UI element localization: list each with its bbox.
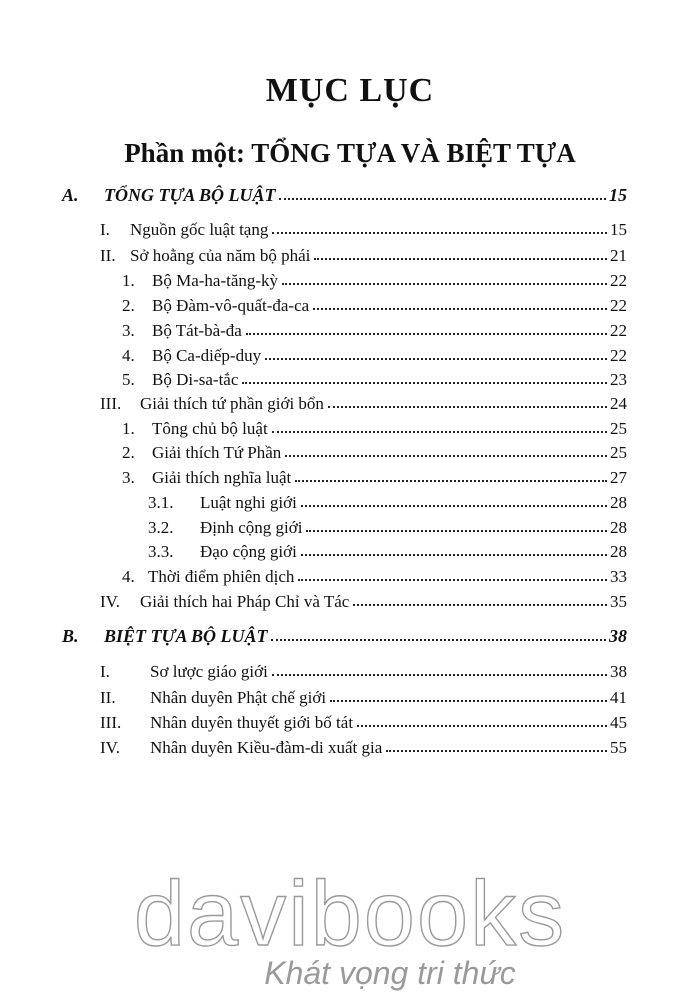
toc-number: 2. [122, 443, 135, 462]
toc-page-number: 35 [610, 592, 627, 611]
toc-subentry[interactable] [122, 462, 627, 486]
toc-label: Bộ Ca-diếp-duy [152, 346, 262, 365]
toc-page-number: 27 [610, 468, 627, 487]
toc-number: 4. [122, 567, 135, 586]
toc-section-b[interactable] [62, 621, 627, 645]
dot-leader [279, 198, 606, 200]
toc-entry[interactable] [100, 240, 627, 264]
dot-leader [295, 480, 607, 482]
toc-label: BIỆT TỰA BỘ LUẬT [104, 626, 268, 646]
toc-section-a[interactable] [62, 180, 627, 204]
dot-leader [242, 382, 607, 384]
dot-leader [285, 455, 607, 457]
dot-leader [301, 554, 607, 556]
toc-page-number: 25 [610, 419, 627, 438]
toc-label: Nhân duyên thuyết giới bố tát [150, 713, 354, 732]
toc-subsubentry[interactable] [148, 512, 627, 536]
watermark-logo: davibooks [133, 863, 567, 965]
toc-page-number: 22 [610, 321, 627, 340]
page-title: MỤC LỤC [265, 72, 435, 109]
part-title: Phần một: TỔNG TỰA VÀ BIỆT TỰA [124, 138, 576, 168]
toc-label: Bộ Đàm-vô-quất-đa-ca [152, 296, 310, 315]
dot-leader [271, 639, 606, 641]
toc-subentry[interactable] [122, 561, 627, 585]
dot-leader [306, 530, 607, 532]
toc-subsubentry[interactable] [148, 487, 627, 511]
toc-page-number: 23 [610, 370, 627, 389]
toc-page-number: 38 [610, 662, 627, 681]
toc-subentry[interactable] [122, 340, 627, 364]
toc-number: 1. [122, 271, 135, 290]
toc-label: Bộ Ma-ha-tăng-kỳ [152, 271, 279, 290]
toc-page-number: 38 [609, 626, 627, 646]
toc-number: IV. [100, 592, 120, 611]
toc-label: Đạo cộng giới [200, 542, 297, 561]
dot-leader [272, 674, 607, 676]
dot-leader [272, 431, 607, 433]
toc-subentry[interactable] [122, 437, 627, 461]
toc-label: Giải thích tứ phần giới bổn [140, 394, 324, 413]
toc-entry[interactable] [100, 707, 627, 731]
toc-page-number: 22 [610, 271, 627, 290]
toc-page-number: 45 [610, 713, 627, 732]
toc-number: 5. [122, 370, 135, 389]
toc-label: Nguồn gốc luật tạng [130, 220, 269, 239]
toc-label: Nhân duyên Kiều-đàm-di xuất gia [150, 738, 383, 757]
toc-label: Tông chủ bộ luật [152, 419, 268, 438]
toc-subentry[interactable] [122, 290, 627, 314]
toc-page-number: 28 [610, 493, 627, 512]
dot-leader [330, 700, 607, 702]
toc-page-number: 22 [610, 296, 627, 315]
toc-page-number: 28 [610, 518, 627, 537]
toc-entry[interactable] [100, 214, 627, 238]
toc-number: B. [62, 626, 79, 646]
toc-number: III. [100, 394, 122, 413]
toc-entry[interactable] [100, 586, 627, 610]
toc-number: IV. [100, 738, 120, 757]
toc-page-number: 22 [610, 346, 627, 365]
toc-number: 1. [122, 419, 135, 438]
toc-subentry[interactable] [122, 265, 627, 289]
dot-leader [265, 358, 607, 360]
toc-subsubentry[interactable] [148, 536, 627, 560]
dot-leader [313, 308, 607, 310]
toc-label: Bộ Tát-bà-đa [152, 321, 242, 340]
toc-number: I. [100, 220, 110, 239]
toc-page-number: 15 [609, 185, 627, 205]
toc-label: Giải thích hai Pháp Chỉ và Tác [140, 592, 350, 611]
toc-number: 3. [122, 468, 135, 487]
toc-number: 3. [122, 321, 135, 340]
dot-leader [282, 283, 607, 285]
toc-entry[interactable] [100, 388, 627, 412]
toc-label: Giải thích Tứ Phần [152, 443, 282, 462]
toc-label: Nhân duyên Phật chế giới [150, 688, 327, 707]
toc-label: Định cộng giới [200, 518, 303, 537]
dot-leader [272, 232, 607, 234]
dot-leader [314, 258, 607, 260]
toc-subentry[interactable] [122, 315, 627, 339]
toc-page-number: 28 [610, 542, 627, 561]
toc-number: 2. [122, 296, 135, 315]
dot-leader [328, 406, 607, 408]
toc-number: A. [62, 185, 79, 205]
toc-label: Giải thích nghĩa luật [152, 468, 292, 487]
toc-subentry[interactable] [122, 413, 627, 437]
toc-label: Sơ lược giáo giới [150, 662, 268, 681]
toc-page-number: 15 [610, 220, 627, 239]
toc-subentry[interactable] [122, 364, 627, 388]
watermark-tagline: Khát vọng tri thức [264, 955, 516, 991]
toc-number: I. [100, 662, 110, 681]
toc-number: 3.3. [148, 542, 174, 561]
toc-page-number: 25 [610, 443, 627, 462]
toc-page-number: 41 [610, 688, 627, 707]
toc-page-number: 24 [610, 394, 627, 413]
toc-label: Thời điểm phiên dịch [148, 567, 295, 586]
toc-label: Bộ Di-sa-tắc [152, 370, 239, 389]
dot-leader [246, 333, 607, 335]
toc-number: 4. [122, 346, 135, 365]
toc-label: Luật nghi giới [200, 493, 297, 512]
toc-entry[interactable] [100, 682, 627, 706]
dot-leader [298, 579, 607, 581]
toc-number: II. [100, 688, 116, 707]
toc-number: II. [100, 246, 116, 265]
dot-leader [301, 505, 607, 507]
toc-page-number: 55 [610, 738, 627, 757]
dot-leader [386, 750, 607, 752]
toc-label: TỔNG TỰA BỘ LUẬT [104, 185, 276, 205]
toc-label: Sở hoằng của năm bộ phái [130, 246, 311, 265]
toc-entry[interactable] [100, 656, 627, 680]
dot-leader [353, 604, 607, 606]
toc-number: 3.1. [148, 493, 174, 512]
toc-number: 3.2. [148, 518, 174, 537]
toc-page-number: 21 [610, 246, 627, 265]
toc-number: III. [100, 713, 122, 732]
toc-page-number: 33 [610, 567, 627, 586]
toc-entry[interactable] [100, 732, 627, 756]
dot-leader [357, 725, 607, 727]
